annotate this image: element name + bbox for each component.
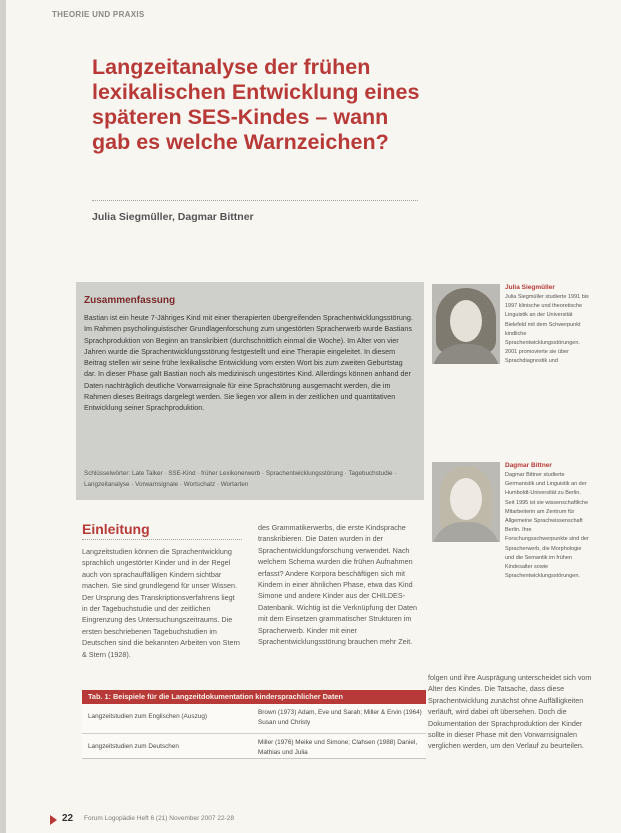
section-tag: THEORIE UND PRAXIS: [52, 10, 145, 19]
table-row-1-label: Langzeitstudien zum Englischen (Auszug): [88, 713, 208, 720]
section-divider: [82, 539, 242, 540]
table-row-divider: [82, 733, 426, 734]
body-text-column-3: folgen und ihre Ausprägung unterscheidet sich vom Alter des Kindes. Die Tatsache, dass diese Sprachentwicklung zunächst ohne Auffälligkeiten verläuft, wird dabei oft übersehen. Doch die Dokumentation der Sprachproduktion der Kinder sollte in dieser Phase mit den Vorwarnsignalen verglichen werden, um den Verlauf zu beurteilen.: [428, 673, 592, 751]
table-row-2-value: Miller (1976) Meike und Simone; Clahsen (1988) Daniel, Mathias und Julia: [258, 739, 418, 756]
bio-name-siegmueller: Julia Siegmüller: [505, 284, 555, 291]
author-photo-bittner: [432, 462, 500, 542]
author-photo-siegmueller: [432, 284, 500, 364]
table-title: Tab. 1: Beispiele für die Langzeitdokumentation kindersprachlicher Daten: [88, 692, 343, 701]
table-row-2-label: Langzeitstudien zum Deutschen: [88, 743, 179, 750]
article-authors: Julia Siegmüller, Dagmar Bittner: [92, 211, 254, 223]
section-heading-introduction: Einleitung: [82, 521, 150, 537]
body-text-column-2: des Grammatikerwerbs, die erste Kindsprache transkribieren. Die Daten wurden in der Sprachentwicklungsforschung verwendet. Nach welchem Schema wurden die frühen Aufnahmen erfasst? Andere Korpora beschäftigen sich mit Kindern in einer ähnlichen Phase, etwa das Kind Simone und andere Kinder aus der CHILDES-Datenbank. Wichtig ist die Verknüpfung der Daten mit dem Einsetzen grammatischer Strukturen im Spracherwerb. Kinder mit einer Sprachentwicklungsstörung brauchen mehr Zeit.: [258, 523, 418, 647]
table-row-1-value: Brown (1973) Adam, Eve und Sarah; Miller & Ervin (1964) Susan und Christy: [258, 709, 422, 726]
body-text-column-1: Langzeitstudien können die Sprachentwicklung sprachlich ungestörter Kinder und in der Regel auch von sprachauffälligen Kindern sichtbar machen. Sie sind grundlegend für unser Wissen. Der Ursprung des Transkriptionsverfahrens liegt in der Tagebuchstudie und der zeitlichen Eingrenzung des Untersuchungszeitraums. Die ersten beschriebenen Tagebuchstudien im Deutschen sind die bekannten Arbeiten von Stern & Stern (1928).: [82, 547, 240, 659]
journal-footer: Forum Logopädie Heft 6 (21) November 2007 22-28: [84, 815, 234, 822]
scan-binding-edge: [0, 0, 6, 833]
abstract-keywords: Schlüsselwörter: Late Talker · SSE-Kind · früher Lexikonerwerb · Sprachentwicklungsstörung · Tagebuchstudie · Langzeitanalyse · Vorwarnsignale · Wortschatz · Wortarten: [84, 470, 397, 488]
page-number: 22: [62, 813, 74, 824]
bio-text-siegmueller: Julia Siegmüller studierte 1991 bis 1997 klinische und theoretische Linguistik an der Universität Bielefeld mit dem Schwerpunkt kindliche Sprachentwicklungsstörungen. 2001 promovierte sie über Sprachdiagnostik und: [505, 294, 589, 365]
abstract-text: Bastian ist ein heute 7-Jähriges Kind mit einer therapierten übergreifenden Sprachentwicklungsstörung. Im Rahmen psycholinguistischer Grundlagenforschung zum ungestörten Spracherwerb wurde Bastians Sprachproduktion von Beginn an transkribiert (durchschnittlich einmal die Woche). Im Alter von vier Jahren wurde die Sprachentwicklungsstörung festgestellt und eine Therapie eingeleitet. In diesem Beitrag stellen wir seine frühe lexikalische Entwicklung vom ersten Wort bis zum zweiten Geburtstag dar. In dieser Phase galt Bastian noch als medizinisch ungestörtes Kind. Allerdings können anhand der Daten nachträglich deutliche Vorwarnsignale für eine Sprachstörung ausgemacht werden, die im Rahmen dieses Beitrags dargelegt werden. Sie liegen vor allem in der zeitlichen und quantitativen Entwicklung seiner Sprachproduktion.: [84, 313, 413, 413]
title-divider: [92, 200, 418, 201]
footer-arrow-icon: [50, 815, 57, 825]
bio-text-bittner: Dagmar Bittner studierte Germanistik und Linguistik an der Humboldt-Universität zu Berlin. Seit 1995 ist sie wissenschaftliche Mitarbeiterin am Zentrum für Allgemeine Sprachwissenschaft Berlin. Ihre Forschungsschwerpunkte sind der Spracherwerb, die Morphologie und die Semantik im frühen Kindesalter sowie Sprachentwicklungsstörungen.: [505, 472, 589, 580]
abstract-heading: Zusammenfassung: [84, 295, 176, 306]
bio-name-bittner: Dagmar Bittner: [505, 462, 552, 469]
article-title: Langzeitanalyse der frühen lexikalischen Entwicklung eines späteren SES-Kindes – wann gab es welche Warnzeichen?: [92, 55, 420, 154]
